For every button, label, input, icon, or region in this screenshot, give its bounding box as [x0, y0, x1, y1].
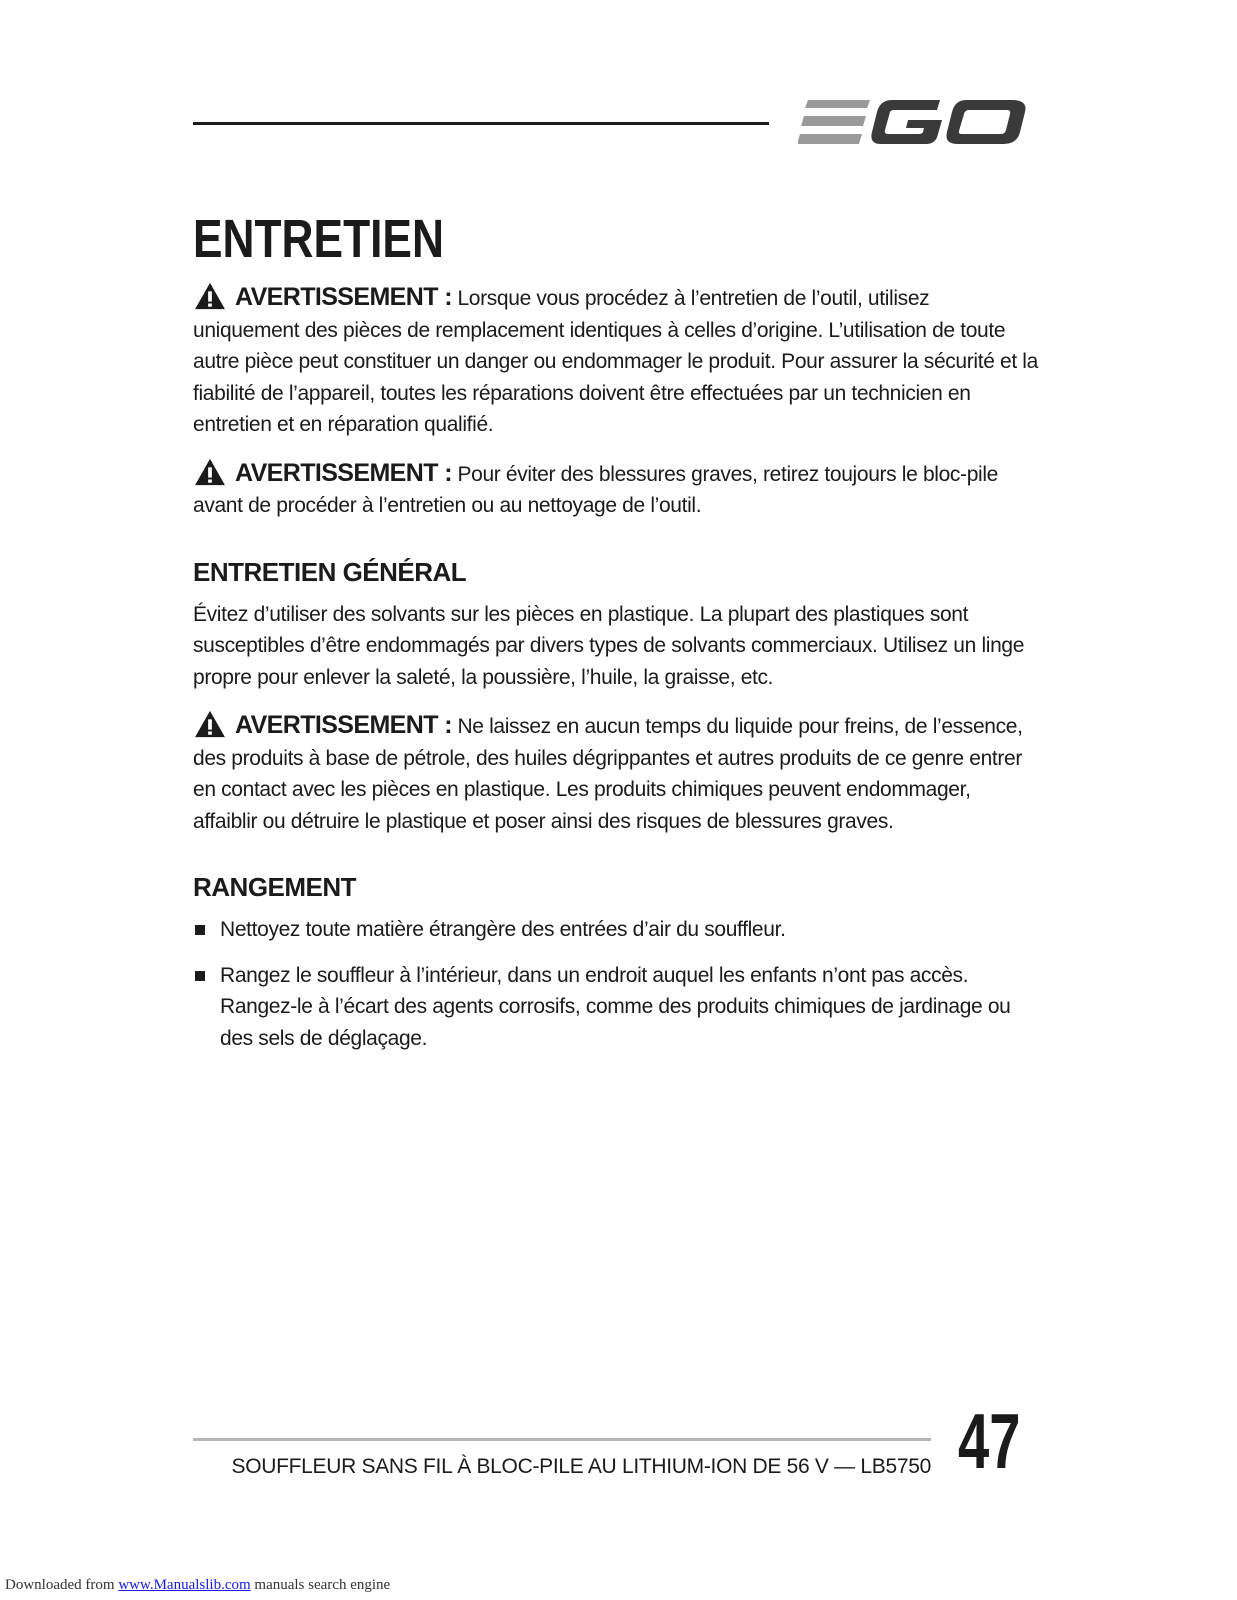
manualslib-link[interactable]: www.Manualslib.com	[118, 1577, 251, 1593]
storage-list	[193, 914, 1038, 1054]
list-item-text: Nettoyez toute matière étrangère des entrées d’air du souffleur.	[220, 918, 786, 941]
warning-label: AVERTISSEMENT :	[235, 458, 452, 487]
download-note	[5, 1577, 390, 1594]
page-number: 47	[958, 1397, 1021, 1485]
warning-triangle-icon	[193, 458, 227, 485]
warning-paragraph	[193, 458, 1038, 522]
footer-product-title: SOUFFLEUR SANS FIL À BLOC-PILE AU LITHIUM-ION DE 56 V — LB5750	[231, 1455, 931, 1478]
ego-logo	[798, 96, 1030, 148]
section-title-general: ENTRETIEN GÉNÉRAL	[193, 556, 467, 587]
warning-text: Lorsque vous procédez à l’entretien de l’outil, utilisez uniquement des pièces de remplacement identiques à celles d’origine. L’utilisation de toute autre pièce peut constituer un danger ou endommager le produit. Pour assurer la sécurité et la fiabilité de l’appareil, toutes les réparations doivent être effectuées par un technicien en entretien et en réparation qualifié.	[193, 287, 1038, 436]
logo-o	[946, 100, 1025, 144]
warning-label: AVERTISSEMENT :	[235, 711, 452, 739]
warning-paragraph	[193, 282, 1038, 441]
logo-e	[798, 100, 870, 144]
footer-rule	[193, 1438, 931, 1441]
general-maintenance-text: Évitez d’utiliser des solvants sur les pièces en plastique. La plupart des plastiques sont susceptibles d’être endommagés par divers types de solvants commerciaux. Utilisez un linge propre pour enlever la saleté, la poussière, l’huile, la graisse, etc.	[193, 602, 1025, 689]
square-bullet-icon	[195, 971, 205, 981]
list-item	[193, 914, 1038, 946]
list-item-text: Rangez le souffleur à l’intérieur, dans un endroit auquel les enfants n’ont pas accès. Rangez-le à l’écart des agents corrosifs, comme des produits chimiques de jardinage ou des sels de déglaçage.	[220, 963, 1011, 1050]
warning-paragraph	[193, 710, 1038, 837]
square-bullet-icon	[195, 925, 205, 935]
logo-g	[871, 100, 942, 144]
download-note-suffix: manuals search engine	[250, 1577, 391, 1593]
warning-triangle-icon	[193, 710, 227, 737]
warning-label: AVERTISSEMENT :	[235, 283, 452, 311]
warning-text: Ne laissez en aucun temps du liquide pour freins, de l’essence, des produits à base de pétrole, des huiles dégrippantes et autres produits de ce genre entrer en contact avec les pièces en plastique. Les produits chimiques peuvent endommager, affaiblir ou détruire le plastique et poser ainsi des risques de blessures graves.	[193, 715, 1023, 833]
page-title: ENTRETIEN	[193, 209, 444, 269]
download-note-prefix: Downloaded from	[5, 1577, 119, 1593]
warning-triangle-icon	[193, 282, 227, 309]
list-item	[193, 960, 1038, 1055]
header-rule	[193, 122, 769, 125]
main-content	[193, 208, 1038, 1068]
warning-text: Pour éviter des blessures graves, retirez toujours le bloc-pile avant de procéder à l’entretien ou au nettoyage de l’outil.	[193, 462, 998, 517]
section-title-storage: RANGEMENT	[193, 872, 357, 902]
